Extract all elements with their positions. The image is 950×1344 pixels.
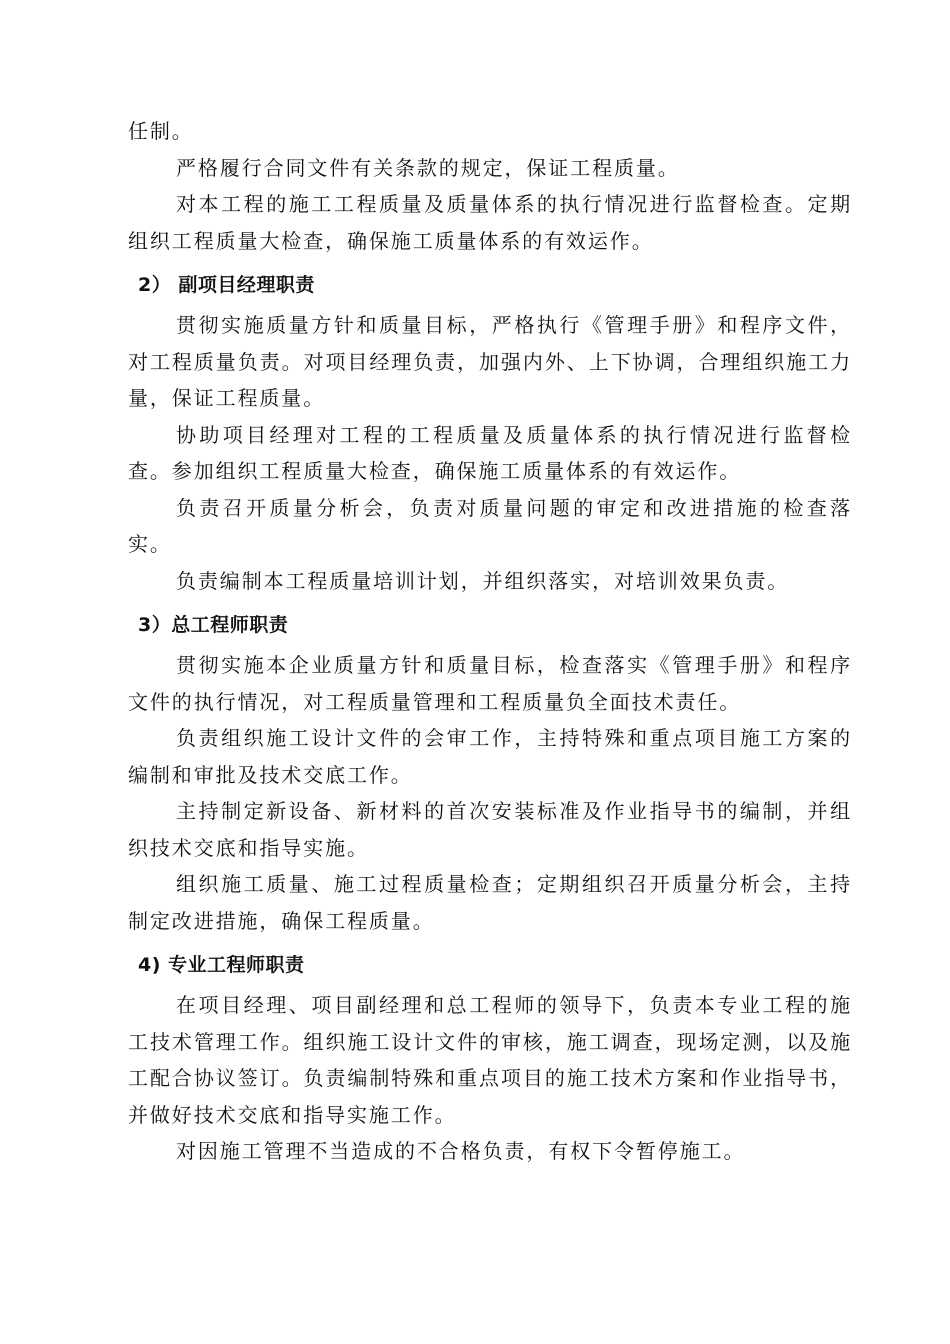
- paragraph: 在项目经理、项目副经理和总工程师的领导下，负责本专业工程的施工技术管理工作。组织施工设计文件的审核，施工调查，现场定测，以及施工配合协议签订。负责编制特殊和重点项目的施工技术方案和作业指导书，并做好技术交底和指导实施工作。: [128, 993, 852, 1127]
- paragraph: 严格履行合同文件有关条款的规定，保证工程质量。: [176, 155, 680, 180]
- paragraph: 贯彻实施质量方针和质量目标，严格执行《管理手册》和程序文件，对工程质量负责。对项目经理负责，加强内外、上下协调，合理组织施工力量，保证工程质量。: [128, 313, 852, 410]
- section-professional-engineer: [128, 943, 852, 1170]
- paragraph: 贯彻实施本企业质量方针和质量目标，检查落实《管理手册》和程序文件的执行情况，对工程质量管理和工程质量负全面技术责任。: [128, 653, 852, 714]
- paragraph: 对因施工管理不当造成的不合格负责，有权下令暂停施工。: [176, 1139, 746, 1163]
- paragraph: 组织施工质量、施工过程质量检查；定期组织召开质量分析会，主持制定改进措施，确保工程质量。: [128, 872, 852, 933]
- paragraph-continuation: 任制。: [128, 119, 194, 143]
- paragraph: 对本工程的施工工程质量及质量体系的执行情况进行监督检查。定期组织工程质量大检查，确保施工质量体系的有效运作。: [128, 192, 852, 253]
- section-deputy-manager: [128, 263, 852, 599]
- section-heading: 3）总工程师职责: [138, 614, 289, 636]
- paragraph: 负责编制本工程质量培训计划，并组织落实，对培训效果负责。: [176, 568, 790, 593]
- section-chief-engineer: [128, 603, 852, 939]
- paragraph: 负责组织施工设计文件的会审工作，主持特殊和重点项目施工方案的编制和审批及技术交底工作。: [128, 726, 852, 787]
- paragraph: 负责召开质量分析会，负责对质量问题的审定和改进措施的检查落实。: [128, 495, 852, 556]
- section-heading: 2） 副项目经理职责: [138, 274, 315, 296]
- paragraph: 主持制定新设备、新材料的首次安装标准及作业指导书的编制，并组织技术交底和指导实施。: [128, 799, 852, 860]
- section-heading: 4) 专业工程师职责: [138, 954, 305, 976]
- document-body: [128, 113, 852, 1170]
- paragraph: 协助项目经理对工程的工程质量及质量体系的执行情况进行监督检查。参加组织工程质量大检查，确保施工质量体系的有效运作。: [128, 422, 852, 483]
